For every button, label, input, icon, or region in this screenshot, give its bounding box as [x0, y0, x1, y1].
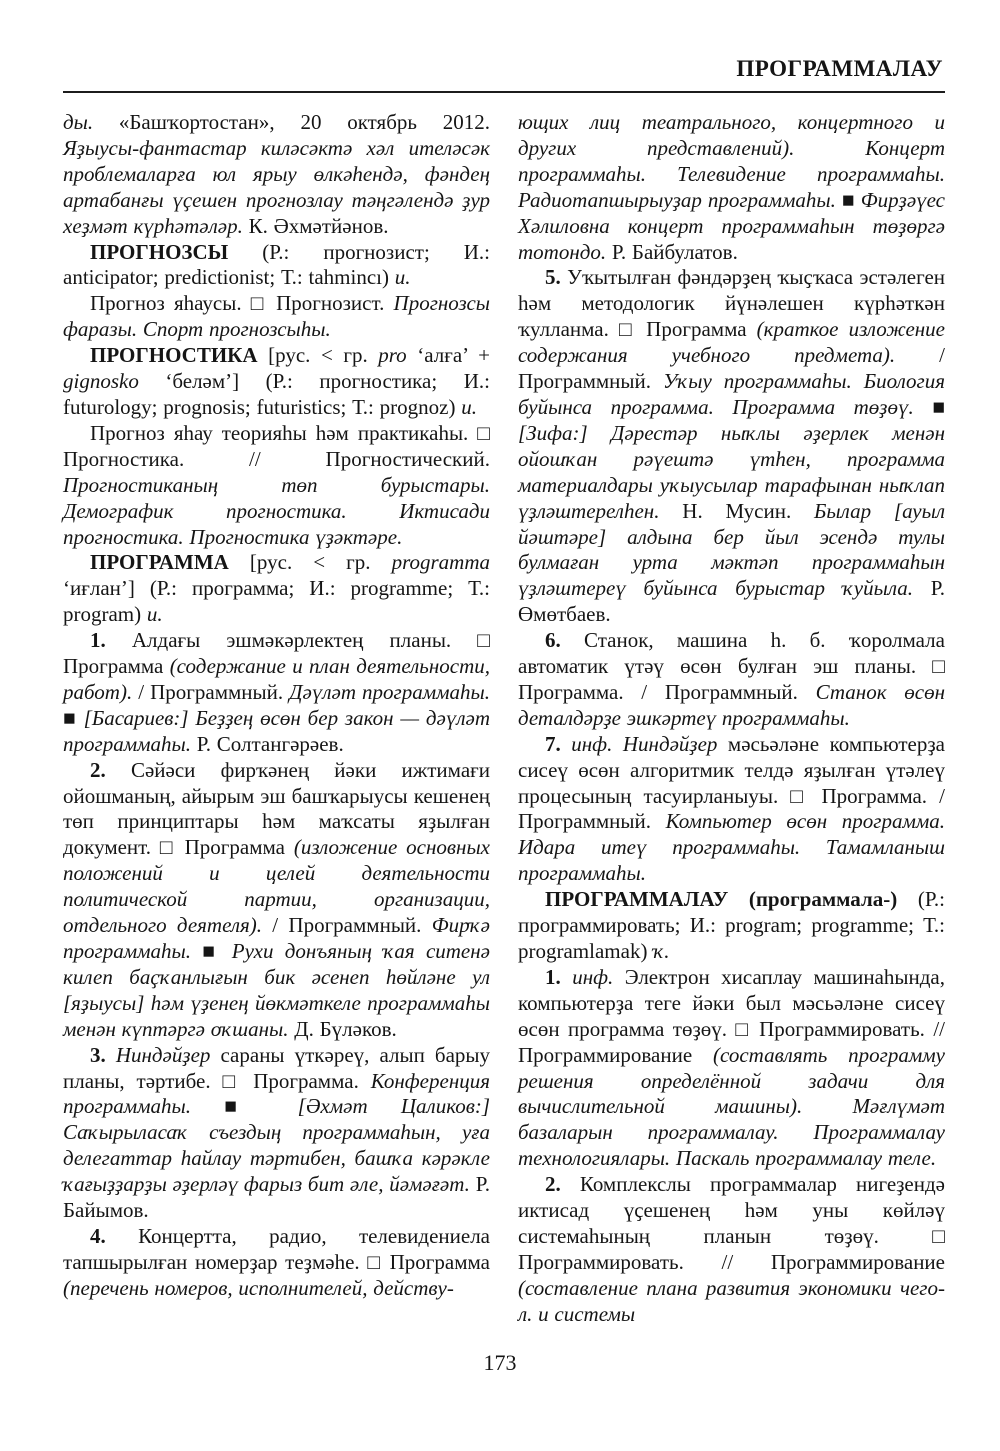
entry-paragraph [518, 887, 945, 965]
entry-paragraph [63, 550, 490, 628]
text-run: 1. [90, 628, 106, 653]
text-run: ■ [190, 1094, 298, 1119]
entry-paragraph [63, 628, 490, 758]
text-run: ■ [63, 705, 84, 730]
entry-paragraph [63, 1224, 490, 1302]
entry-paragraph [63, 1043, 490, 1224]
text-run [561, 732, 572, 756]
text-run: Уҡытылған фәндәрҙең ҡыҫҡаса эстәлеген һәм методологик йүнәлешен күрһәткән ҡулланма. □ Программа [518, 265, 945, 342]
text-run: (составление плана развития экономики чего-л. и системы [518, 1275, 945, 1326]
text-run: Р. Өмөтбаев. [518, 576, 945, 627]
text-run: ПРОГРАММАЛАУ (программала-) [545, 887, 898, 912]
text-run: Прогностиканың төп бурыстары. Демографик прогностика. Иктисади прогностика. Прогностика үҙәктәре. [63, 472, 490, 549]
entry-paragraph [63, 421, 490, 551]
text-run: ■ [835, 187, 861, 212]
text-run: 5. [545, 265, 561, 290]
text-run: Прогноз яһау теорияһы һәм практикаһы. □ Прогностика. // Прогностический. [63, 420, 490, 471]
text-run: (изложение основных положений и целей деятельности политической партии, организации, отдельного деятеля). [63, 835, 490, 938]
text-run: ПРОГРАММА [90, 550, 229, 575]
text-run: Прогнозсы фаразы. Спорт прогнозсыһы. [63, 291, 490, 342]
entry-paragraph [518, 1172, 945, 1327]
text-run: 1. [545, 964, 561, 989]
page-number: 173 [483, 1350, 517, 1375]
text-run: ющих лиц театрального, концертного и других представлений). Концерт программаһы. Телевидение программаһы. Радиотапшырыуҙар программаһы. [518, 110, 945, 212]
text-run: ■ [913, 394, 946, 419]
text-run: Сәйәси фирҡәнең йәки ижтимағи ойошманың, айырым эш башҡарыусы кешенең төп принциптары һәм маҡсаты яҙылған документ. □ Программа [63, 757, 490, 860]
text-run: и. [461, 394, 477, 419]
text-run: Конференция программаһы. [63, 1068, 490, 1119]
text-run: [Басариев:] Беҙҙең өсөн бер закон — дәүләт программаһы. [63, 705, 490, 756]
text-run: Фирҙәүес Хәлиловна концерт программаһын төҙөргә тотондо. [518, 187, 946, 264]
text-run: инф. [572, 964, 614, 989]
text-run: pro [378, 343, 407, 368]
entry-paragraph [63, 758, 490, 1043]
text-run: Д. Бүләков. [288, 1016, 397, 1041]
text-run: Р. Байымов. [63, 1172, 490, 1223]
entry-paragraph [63, 343, 490, 421]
text-run: ҡ. [653, 939, 670, 963]
text-run: gignosko [63, 369, 139, 394]
text-run: Станок, машина һ. б. ҡоролмала автоматик үтәү өсөн булған эш планы. □ Программа. / Программный. [518, 628, 945, 704]
text-run: (составлять программу решения определённой задачи для вычислительной машины). [518, 1042, 945, 1119]
left-column [63, 110, 490, 1328]
text-run: Фирҡә программаһы. [63, 913, 490, 963]
entry-paragraph [63, 240, 490, 292]
text-run [561, 965, 572, 989]
text-run: ‘беләм’] (Р.: прогностика; И.: futurology; prognosis; futuristics; Т.: prognoz) [63, 369, 490, 419]
text-run: ПРОГНОСТИКА [90, 343, 258, 368]
text-run: 7. [545, 731, 561, 756]
text-run: [Зифа:] Дәрестәр ныҡлы әҙерлек менән ойошҡан рәүештә үтһен, программа материалдары уҡыусылар тарафынан ныҡлап үҙләштерелһен. [518, 420, 945, 523]
text-run: Яҙыусы-фантастар киләсәктә хәл ителәсәк проблемаларға юл ярыу өлкәһендә, фәндең артабанғы үҫешен прогнозлау тәңгәлендә ҙур хеҙмәт күрһәтәләр. [63, 135, 490, 238]
text-run: и. [146, 602, 163, 627]
text-run: 2. [545, 1172, 561, 1197]
text-run: [рус. < гр. [228, 550, 392, 575]
text-run: / Программный. [262, 913, 432, 938]
text-run [802, 1094, 852, 1118]
text-run: (Р.: прогнозист; И.: anticipator; predictionist; Т.: tahmincı) [63, 239, 490, 290]
text-run: ПРОГНОЗСЫ [90, 239, 229, 264]
right-column [518, 110, 945, 1328]
text-run: Уҡыу программаһы. Биология буйынса программа. Программа төҙөү. [518, 369, 945, 419]
text-run: 4. [90, 1223, 106, 1248]
text-run: (краткое изложение содержания учебного предмета). [518, 317, 946, 368]
entry-paragraph [518, 628, 945, 732]
text-run: (содержание и план деятельности, работ). [63, 654, 490, 704]
text-run: 2. [90, 757, 106, 782]
entry-paragraph [518, 732, 945, 887]
text-run: Рухи донъяның ҡая ситенә килеп баҫҡанлығын бик әсенеп һөйләне ул [яҙыусы] һәм үҙенең йөкмәткеле программаһы менән күптәргә оҡшаны. [63, 939, 490, 1041]
text-run: и. [394, 265, 411, 290]
text-run: мәсьәләне компьютерҙа сисеү өсөн алгоритмик телдә яҙылған үтәлеү процесының тасуирланыуы. □ Программа. / Программный. [518, 731, 945, 834]
text-run: Прогноз яһаусы. □ Прогнозист. [90, 291, 394, 316]
text-run: (перечень номеров, исполнителей, действу- [63, 1275, 454, 1300]
text-run: ‘иғлан’] (Р.: программа; И.: programme; Т.: program) [63, 576, 490, 627]
text-run: ■ [190, 939, 232, 963]
text-run: ды. [63, 110, 119, 134]
text-run [106, 1043, 116, 1067]
text-run: [рус. < гр. [257, 343, 379, 368]
entry-paragraph [518, 965, 945, 1172]
entry-paragraph [63, 110, 490, 240]
text-run: Мәғлүмәт базаларын программалау. Программалау технологиялары. Паскаль программалау теле. [518, 1094, 945, 1171]
text-run: [Әхмәт Цаликов:] Саҡырыласаҡ съездың программаһын, уға делегаттар һайлау тәртибен, башҡа кәрәкле ҡағыҙҙарҙы әҙерләү фарыз бит әле, йәмәғәт. [63, 1094, 491, 1197]
entry-paragraph [63, 291, 490, 343]
header-rule [63, 91, 945, 93]
text-run: programma [391, 550, 490, 575]
entry-paragraph [518, 110, 945, 265]
text-run: инф. Ниндәйҙер [571, 731, 718, 756]
text-run: ‘алға’ + [406, 343, 490, 368]
text-run: К. Әхмәтйәнов. [242, 213, 389, 238]
text-run: Р. Солтангәрәев. [190, 731, 344, 756]
text-columns [63, 110, 945, 1328]
text-run: 6. [545, 628, 561, 653]
entry-paragraph [518, 265, 945, 628]
text-run: Былар [ауыл йәштәре] алдына бер йыл эсендә тулы булмаған урта мәктәп программаһын үҙләштереү буйынса бурыстар ҡуйыла. [518, 498, 945, 601]
text-run: «Башҡортостан», 20 октябрь 2012. [118, 110, 490, 134]
text-run: Концертта, радио, телевидениела тапшырылған номерҙар теҙмәһе. □ Программа [63, 1223, 490, 1274]
text-run: 3. [90, 1042, 106, 1067]
text-run: / Программный. [132, 679, 290, 704]
text-run: сараны үткәреү, алып барыу планы, тәртибе. □ Программа. [63, 1042, 491, 1093]
text-run: Алдағы эшмәкәрлектең планы. □ Программа [63, 628, 490, 679]
text-run: (Р.: программировать; И.: program; programme; Т.: programlamak) [518, 887, 945, 963]
text-run: Электрон хисаплау машинаһында, компьютерҙа теге йәки был мәсьәләне сисеү өсөн программа төҙөү. □ Программировать. // Программирование [518, 964, 945, 1067]
running-head: ПРОГРАММАЛАУ [736, 56, 943, 81]
text-run: Р. Байбулатов. [606, 239, 738, 264]
text-run: Станок өсөн деталдәрҙе эшкәртеү программаһы. [518, 679, 945, 730]
text-run: Н. Мусин. [659, 498, 815, 523]
text-run: Ниндәйҙер [115, 1042, 211, 1067]
text-run: Компьютер өсөн программа. Идара итеү программаһы. Тамамланыш программаһы. [518, 809, 945, 886]
text-run: Дәүләт программаһы. [289, 679, 491, 704]
text-run: / Программный. [518, 343, 945, 394]
text-run: Комплекслы программалар нигеҙендә иктисад үҫешенең һәм уны көйләү системаһының планын төҙөү. □ Программировать. // Программирование [518, 1172, 945, 1274]
